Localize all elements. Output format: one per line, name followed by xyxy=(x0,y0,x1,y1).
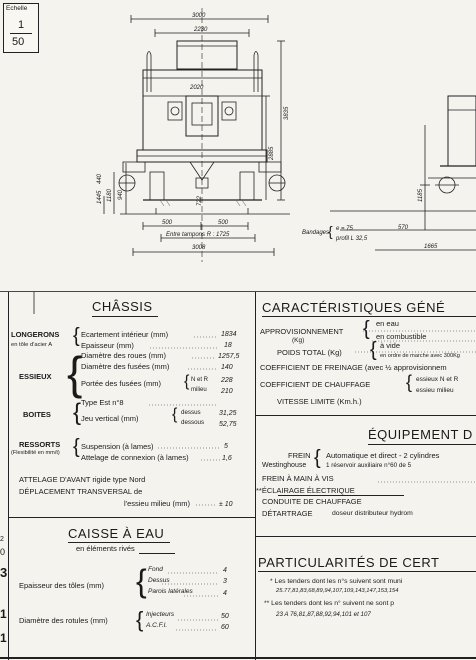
conduite-chauffage: CONDUITE DE CHAUFFAGE xyxy=(262,497,362,506)
dim-500-right: 500 xyxy=(218,220,229,226)
poids-total-label: POIDS TOTAL (Kg) xyxy=(277,348,342,357)
ecartement-label: Ecartement intérieur (mm) xyxy=(81,330,169,339)
bandages-profil: profil L 32,5 xyxy=(336,236,368,242)
portee-value-nr: 228 xyxy=(221,377,233,384)
dim-1665: 1665 xyxy=(424,244,438,250)
suspension-value: 5 xyxy=(224,443,228,450)
approvisionnement-label: APPROVISIONNEMENT xyxy=(260,327,344,336)
frein-brace: { xyxy=(314,447,321,469)
en-combustible: en combustible xyxy=(376,332,427,341)
jeu-dessus: dessus xyxy=(181,409,201,416)
chassis-title-underline xyxy=(92,316,158,317)
dim-2020: 2020 xyxy=(190,85,204,91)
ressorts-sub: (Flexibilité en mm/t) xyxy=(11,450,60,456)
vitesse-limite: VITESSE LIMITE (Km.h.) xyxy=(277,397,362,406)
epaisseur-toles-brace: { xyxy=(136,563,147,599)
column-divider xyxy=(255,292,256,660)
dim-entre-tampons: Entre tampons R : 1725 xyxy=(166,232,230,238)
dim-3835: 3835 xyxy=(284,106,290,120)
caisse-separator xyxy=(9,517,255,518)
margin-mark-e: 1 xyxy=(0,631,7,645)
caracteristiques-title: CARACTÉRISTIQUES GÉNÉ xyxy=(262,300,446,315)
diam-roues-label: Diamètre des roues (mm) xyxy=(81,351,167,360)
chassis-title: CHÂSSIS xyxy=(92,299,153,314)
caracteristiques-underline xyxy=(262,316,476,317)
portee-brace: { xyxy=(184,373,190,390)
eclairage: **ÉCLAIRAGE ÉLECTRIQUE xyxy=(256,486,355,495)
essieux-n-r: essieux N et R xyxy=(416,376,459,383)
frein-a-main: FREIN À MAIN À VIS xyxy=(262,474,334,483)
dessus-label: Dessus xyxy=(148,577,170,584)
portee-sub-milieu: milieu xyxy=(191,387,207,393)
jeu-dessus-value: 31,25 xyxy=(219,410,237,417)
dim-722: 722 xyxy=(197,195,203,206)
injecteurs-label: Injecteurs xyxy=(146,611,175,618)
bandages-label: Bandages xyxy=(302,230,330,236)
essieux-brace: { xyxy=(67,347,83,399)
caisse-title: CAISSE À EAU xyxy=(68,526,165,541)
equipement-end xyxy=(256,536,476,537)
jeu-dessous: dessous xyxy=(181,419,205,426)
particularites-title: PARTICULARITÉS DE CERT xyxy=(258,555,440,570)
portee-value-milieu: 210 xyxy=(221,388,233,395)
particularites-line-1: * Les tenders dont les n°s suivent sont muni xyxy=(270,578,403,585)
detartrage-value: doseur distributeur hydrom xyxy=(332,510,413,517)
attelage-connexion-label: Attelage de connexion (à lames) xyxy=(81,453,189,462)
ecartement-value: 1834 xyxy=(221,331,237,338)
scale-numerator: 1 xyxy=(18,19,25,31)
diam-fusees-label: Diamètre des fusées (mm) xyxy=(81,362,170,371)
bottom-rule xyxy=(0,657,476,659)
en-ordre-de-marche: en ordre de marche avec 300Kg xyxy=(380,353,460,359)
dim-1445: 1445 xyxy=(97,190,103,204)
diametre-rotules-label: Diamètre des rotules (mm) xyxy=(19,616,108,625)
jeu-label: Jeu vertical (mm) xyxy=(81,414,139,423)
margin-mark-d: 1 xyxy=(0,607,7,621)
detartrage-label: DÉTARTRAGE xyxy=(262,509,313,518)
dim-570: 570 xyxy=(398,225,409,231)
particularites-line-2: 25.77,81,83,68,89,94,107,109,143,147,153,154 xyxy=(276,588,399,594)
caisse-subtitle-underline xyxy=(139,553,175,554)
fond-value: 4 xyxy=(223,567,227,574)
acfi-value: 60 xyxy=(221,624,229,631)
equipement-underline xyxy=(368,444,476,445)
deplacement-value: ± 10 xyxy=(219,501,233,508)
dim-2885: 2885 xyxy=(269,146,275,160)
scale-box xyxy=(3,3,39,53)
scale-fraction-bar xyxy=(10,33,32,34)
frein-automatique: Automatique et direct - 2 cylindres xyxy=(326,451,440,460)
a-vide: à vide xyxy=(380,341,401,350)
diam-fusees-value: 140 xyxy=(221,364,233,371)
longerons-brace: { xyxy=(73,325,80,347)
elevation-drawing xyxy=(0,0,476,292)
suspension-label: Suspension (à lames) xyxy=(81,442,154,451)
portee-sub-nr: N et R xyxy=(191,377,209,383)
particularites-line-4: 23 A 76,81,87,88,92,94,101 et 107 xyxy=(276,611,371,618)
approvisionnement-unit: (Kg) xyxy=(292,337,305,344)
coeff-chauffage: COEFFICIENT DE CHAUFFAGE xyxy=(260,380,371,389)
frein-label: FREIN xyxy=(288,451,311,460)
dim-1185: 1185 xyxy=(418,189,424,202)
dim-3008: 3008 xyxy=(192,245,206,251)
epaisseur-toles-label: Epaisseur des tôles (mm) xyxy=(19,581,105,590)
fond-label: Fond xyxy=(148,566,163,573)
longerons-sub: en tôle d'acier A xyxy=(11,342,53,348)
parois-label: Parois latérales xyxy=(148,588,193,595)
dim-940: 940 xyxy=(118,189,124,200)
dim-500-left: 500 xyxy=(162,220,173,226)
portee-label: Portée des fusées (mm) xyxy=(81,379,162,388)
attelage-connexion-value: 1,6 xyxy=(222,455,232,462)
dim-1180: 1180 xyxy=(107,189,113,202)
essieux-label: ESSIEUX xyxy=(19,372,52,381)
dim-440: 440 xyxy=(97,173,103,184)
epaisseur-label: Epaisseur (mm) xyxy=(81,341,134,350)
dim-3000: 3000 xyxy=(192,13,206,19)
jeu-dessous-value: 52,75 xyxy=(219,421,237,428)
margin-mark-b: 0 xyxy=(0,547,6,557)
jeu-brace: { xyxy=(172,406,178,423)
bandages-brace: { xyxy=(328,223,333,239)
boites-label: BOITES xyxy=(23,410,51,419)
frein-reservoir: 1 réservoir auxiliaire n°60 de 5 xyxy=(326,462,412,469)
dim-2230: 2230 xyxy=(194,27,208,33)
rotules-brace: { xyxy=(136,607,144,632)
longerons-label: LONGERONS xyxy=(11,330,60,339)
dessus-value: 3 xyxy=(223,578,227,585)
margin-mark-a: 2 xyxy=(0,536,4,543)
ressorts-brace: { xyxy=(73,436,80,458)
westinghouse-label: Westinghouse xyxy=(262,462,307,469)
diam-roues-value: 1257,5 xyxy=(218,353,240,360)
caisse-subtitle: en éléments rivés xyxy=(76,544,135,553)
caracteristiques-end xyxy=(256,415,476,416)
epaisseur-value: 18 xyxy=(224,342,232,349)
ressorts-label: RESSORTS xyxy=(19,440,61,449)
deplacement-sub: l'essieu milieu (mm) xyxy=(124,499,191,508)
coeff-freinage: COEFFICIENT DE FREINAGE (avec ½ approvisionnem xyxy=(260,363,447,372)
particularites-underline xyxy=(258,571,476,572)
injecteurs-value: 50 xyxy=(221,613,229,620)
eclairage-underline xyxy=(278,495,404,496)
scale-denominator: 50 xyxy=(12,36,25,48)
margin-mark-c: 3 xyxy=(0,565,8,580)
scale-label: Echelle xyxy=(6,5,28,12)
approvisionnement-brace: { xyxy=(363,318,370,340)
caisse-title-underline xyxy=(68,542,170,543)
left-margin-line xyxy=(8,292,9,660)
attelage-avant: ATTELAGE D'AVANT rigide type Nord xyxy=(19,475,146,484)
equipement-title: ÉQUIPEMENT D xyxy=(368,427,473,442)
essieu-milieu: essieu milieu xyxy=(416,387,454,394)
type-boites: Type Est n°8 xyxy=(81,398,124,407)
poids-brace: { xyxy=(370,339,377,361)
parois-value: 4 xyxy=(223,590,227,597)
acfi-label: A.C.F.I. xyxy=(146,622,168,629)
en-eau: en eau xyxy=(376,319,399,328)
particularites-line-3: ** Les tenders dont les n° suivent ne sont p xyxy=(264,600,395,607)
boites-brace: { xyxy=(73,399,82,426)
deplacement-label: DÉPLACEMENT TRANSVERSAL de xyxy=(19,487,143,496)
bandages-e: e = 75 xyxy=(336,226,353,232)
chauffage-brace: { xyxy=(406,372,413,392)
